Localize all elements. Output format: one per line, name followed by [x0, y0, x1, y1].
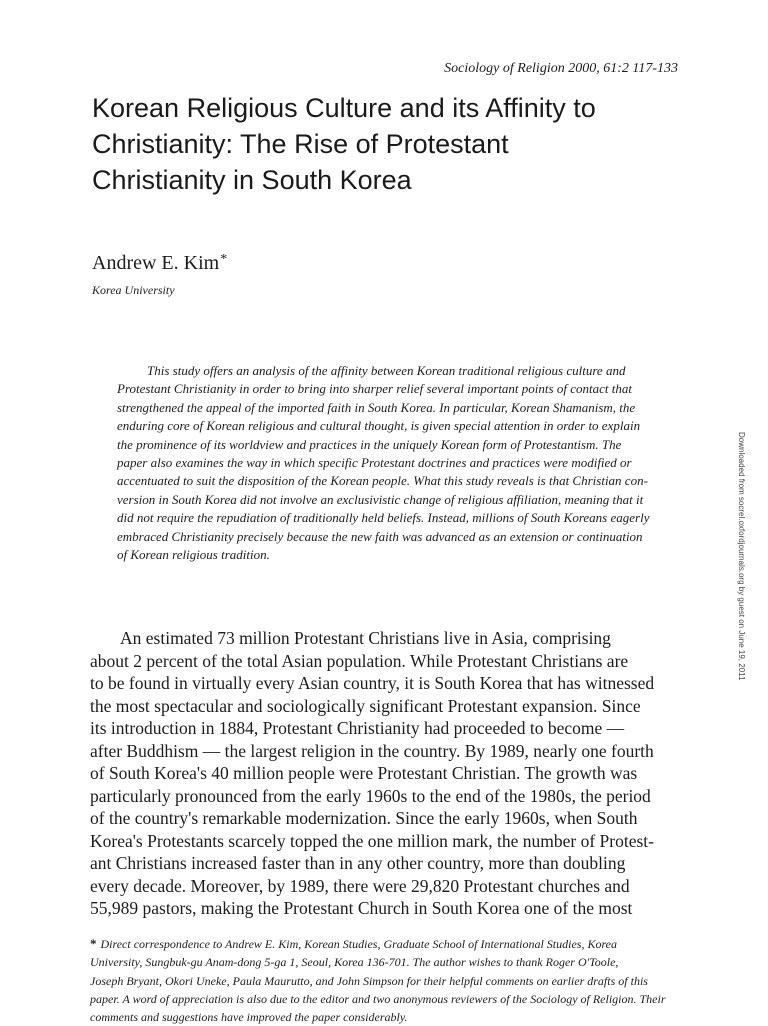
abstract-line: embraced Christianity precisely because the new faith was advanced as an extension or continuation: [117, 528, 643, 544]
body-paragraph: [90, 627, 682, 920]
abstract-line: Protestant Christianity in order to bring into sharper relief several important points of contact that: [117, 381, 632, 397]
title-line: Christianity in South Korea: [92, 165, 412, 195]
journal-citation: Sociology of Religion 2000, 61:2 117-133: [444, 61, 678, 76]
body-line: of South Korea's 40 million people were Protestant Christian. The growth was: [90, 763, 638, 783]
body-line: particularly pronounced from the early 1960s to the end of the 1980s, the period: [90, 785, 651, 806]
author-affiliation: Korea University: [92, 283, 175, 297]
footnote-mark: *: [90, 936, 97, 951]
footnote-line: Joseph Bryant, Okori Uneke, Paula Maurutto, and John Simpson for their helpful comments on earlier drafts of this: [90, 973, 648, 988]
abstract-line: did not require the repudiation of traditionally held beliefs. Instead, millions of South Koreans eagerly: [117, 510, 650, 526]
author-name-text: Andrew E. Kim: [92, 252, 220, 274]
footnote: [90, 935, 684, 1026]
body-line: after Buddhism — the largest religion in the country. By 1989, nearly one fourth: [90, 740, 654, 761]
body-line: 55,989 pastors, making the Protestant Church in South Korea one of the most: [90, 898, 633, 918]
download-watermark: Downloaded from socrel.oxfordjournals.org by guest on June 19, 2011: [737, 432, 746, 681]
body-line: An estimated 73 million Protestant Christians live in Asia, comprising: [120, 628, 611, 648]
body-line: the most spectacular and sociologically significant Protestant expansion. Since: [90, 695, 641, 716]
author-name: [92, 252, 227, 275]
title-line: Christianity: The Rise of Protestant: [92, 129, 509, 159]
title-line: Korean Religious Culture and its Affinity to: [92, 93, 596, 123]
abstract-line: accentuated to suit the disposition of the Korean people. What this study reveals is that Christian con-: [117, 473, 648, 489]
footnote-line: University, Sungbuk-gu Anam-dong 5-ga 1, Seoul, Korea 136-701. The author wishes to thank Roger O'Toole,: [90, 955, 619, 970]
abstract-line: of Korean religious tradition.: [117, 547, 270, 563]
footnote-line: comments and suggestions have improved the paper considerably.: [90, 1010, 408, 1025]
body-line: to be found in virtually every Asian country, it is South Korea that has witnessed: [90, 673, 655, 693]
abstract-line: version in South Korea did not involve an exclusivistic change of religious affiliation, meaning that it: [117, 491, 644, 507]
footnote-line-text: Direct correspondence to Andrew E. Kim, Korean Studies, Graduate School of International Studies, Korea: [100, 937, 617, 951]
body-line: about 2 percent of the total Asian population. While Protestant Christians are: [90, 650, 629, 671]
author-footnote-mark: *: [220, 252, 228, 267]
abstract-line: strengthened the appeal of the imported faith in South Korea. In particular, Korean Shamanism, the: [117, 399, 636, 415]
footnote-line: paper. A word of appreciation is also due to the editor and two anonymous reviewers of the Sociology of Religion. Their: [90, 991, 666, 1006]
body-line: ant Christians increased faster than in any other country, more than doubling: [90, 853, 626, 873]
abstract-line: paper also examines the way in which specific Protestant doctrines and practices were modified or: [117, 455, 632, 471]
body-line: its introduction in 1884, Protestant Christianity had proceeded to become —: [90, 718, 625, 738]
body-line: every decade. Moreover, by 1989, there were 29,820 Protestant churches and: [90, 875, 630, 896]
abstract-line: the prominence of its worldview and practices in the uniquely Korean form of Protestantism. The: [117, 436, 622, 452]
abstract-line: This study offers an analysis of the affinity between Korean traditional religious culture and: [147, 363, 626, 378]
footnote-line: [90, 935, 684, 953]
body-line: Korea's Protestants scarcely topped the one million mark, the number of Protest-: [90, 830, 654, 851]
paper-title: [92, 90, 682, 198]
abstract: [117, 362, 681, 564]
body-line: of the country's remarkable modernization. Since the early 1960s, when South: [90, 808, 638, 828]
abstract-line: enduring core of Korean religious and cultural thought, is given special attention in order to explain: [117, 418, 641, 434]
